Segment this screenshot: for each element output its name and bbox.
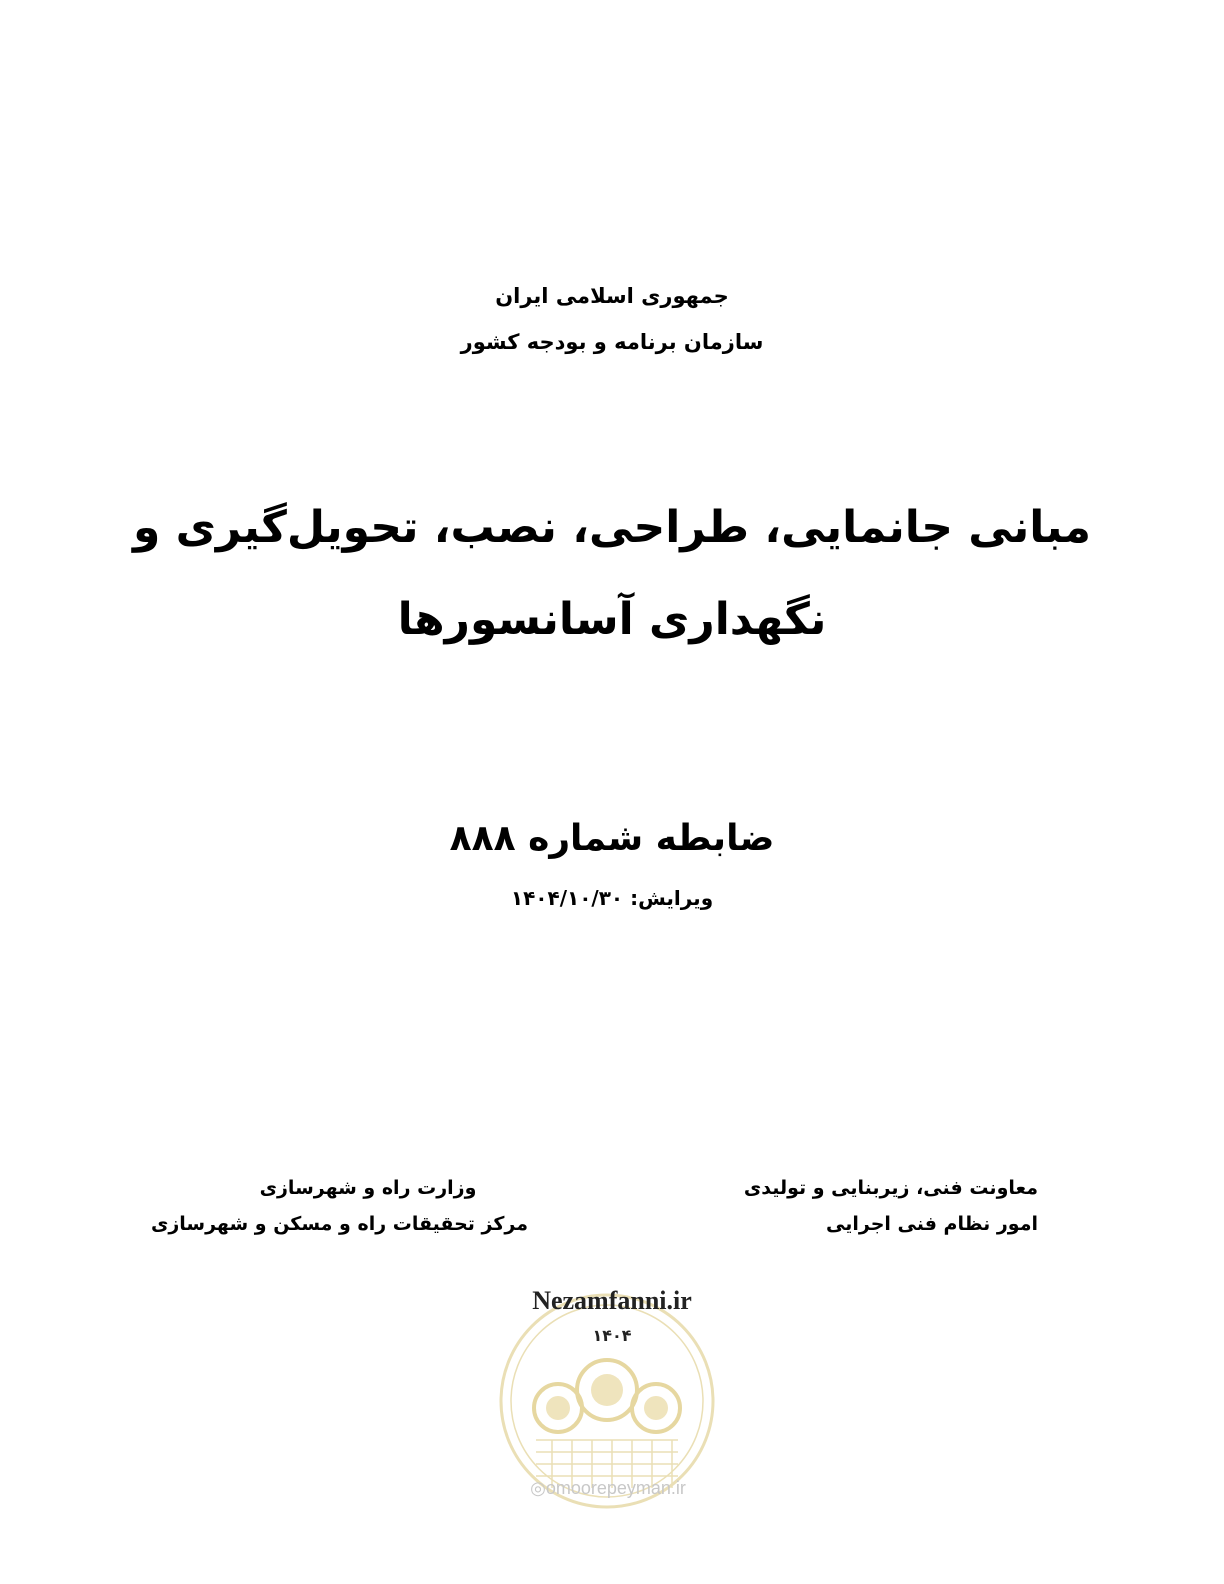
research-center-name: مرکز تحقیقات راه و مسکن و شهرسازی bbox=[150, 1213, 528, 1235]
ministry-name: وزارت راه و شهرسازی bbox=[259, 1177, 477, 1199]
deputy-name: معاونت فنی، زیربنایی و تولیدی bbox=[743, 1177, 1038, 1199]
document-title-line-2: نگهداری آسانسورها bbox=[397, 594, 827, 645]
footer-left-block bbox=[150, 1170, 528, 1242]
footer-right-block bbox=[744, 1170, 1038, 1242]
watermark-year: ۱۴۰۴ bbox=[592, 1326, 632, 1345]
technical-affairs-name: امور نظام فنی اجرایی bbox=[826, 1213, 1038, 1235]
standard-number: ضابطه شماره ۸۸۸ bbox=[449, 818, 775, 859]
edition-date: ویرایش: ۱۴۰۴/۱۰/۳۰ bbox=[510, 886, 714, 910]
organization-name: سازمان برنامه و بودجه کشور bbox=[460, 330, 764, 354]
at-sign-icon: ◎ bbox=[530, 1478, 546, 1498]
country-name: جمهوری اسلامی ایران bbox=[495, 284, 729, 308]
watermark-url bbox=[508, 1478, 708, 1499]
watermark-url-text: omoorepeyman.ir bbox=[545, 1478, 686, 1498]
document-title-line-1: مبانی جانمایی، طراحی، نصب، تحویل‌گیری و bbox=[132, 502, 1092, 553]
watermark-site-name: Nezamfanni.ir bbox=[532, 1286, 692, 1315]
